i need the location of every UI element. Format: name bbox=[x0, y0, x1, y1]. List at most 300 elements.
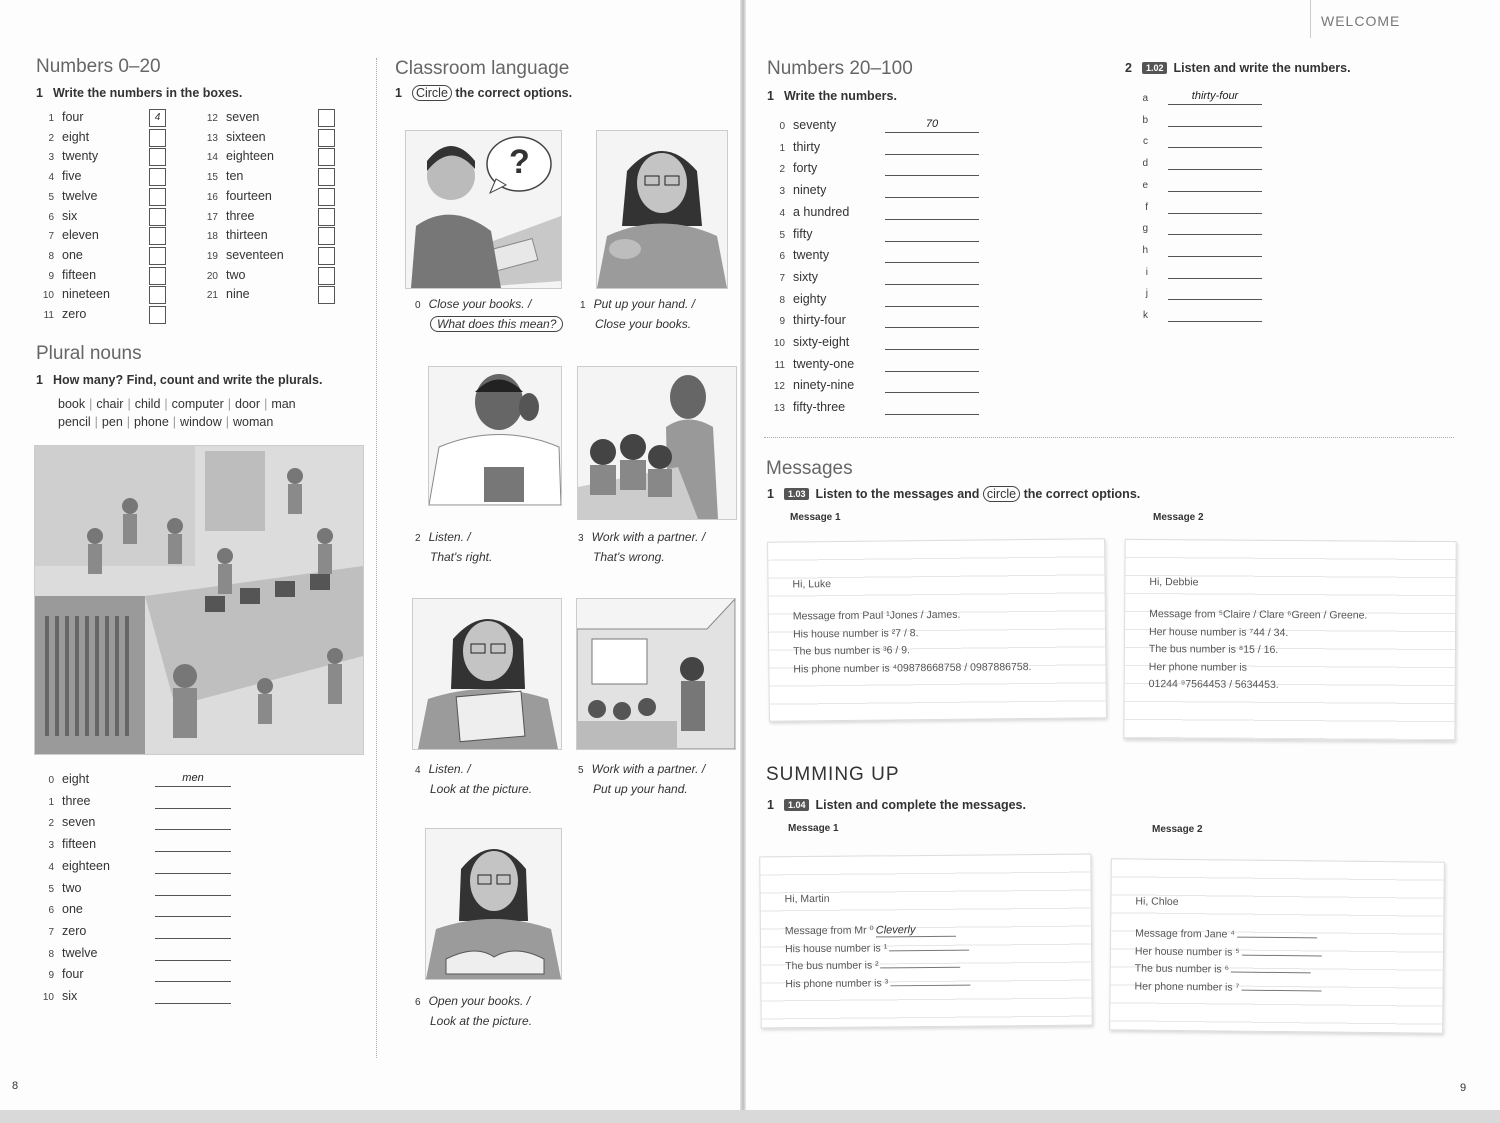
item-number: 1 bbox=[48, 796, 54, 808]
caption bbox=[578, 760, 705, 799]
item-number: 20 bbox=[206, 270, 218, 282]
message-line: The bus number is ⁸15 / 16. bbox=[1148, 643, 1279, 656]
caption-option-b[interactable]: Put up your hand. bbox=[593, 782, 688, 796]
item-word: nine bbox=[226, 287, 250, 302]
line-text: Message from Jane ⁴ bbox=[1135, 927, 1235, 941]
caption-option-b[interactable]: That's wrong. bbox=[593, 550, 665, 564]
word-option: woman bbox=[232, 415, 274, 429]
item-word: two bbox=[226, 267, 246, 282]
number-row bbox=[767, 138, 820, 157]
number-row bbox=[767, 225, 812, 244]
instruction-text: Write the numbers in the boxes. bbox=[52, 86, 243, 100]
answer-box[interactable] bbox=[149, 247, 166, 265]
instruction-number: 1 bbox=[395, 86, 402, 100]
answer-box[interactable] bbox=[318, 109, 335, 127]
picture-1-woman-hand bbox=[596, 130, 728, 289]
word-option: computer bbox=[171, 397, 224, 411]
item-number: 12 bbox=[773, 381, 785, 393]
item-word: fifteen bbox=[62, 837, 97, 852]
item-number: 3 bbox=[48, 840, 54, 852]
audio-icon: 1.02 bbox=[1142, 62, 1168, 74]
word-separator: | bbox=[227, 397, 232, 411]
message-line bbox=[785, 941, 969, 955]
answer-line[interactable] bbox=[155, 815, 231, 830]
plural-row bbox=[36, 835, 96, 854]
answer-box[interactable] bbox=[149, 129, 166, 147]
item-number: 9 bbox=[48, 270, 54, 282]
word-option: door bbox=[235, 397, 261, 411]
item-word: eighty bbox=[793, 291, 827, 306]
caption-option-a[interactable]: Work with a partner. / bbox=[591, 762, 706, 776]
answer-line[interactable] bbox=[1168, 264, 1262, 279]
answer-line[interactable] bbox=[885, 205, 979, 220]
number-row bbox=[200, 266, 245, 285]
item-number: 6 bbox=[48, 211, 54, 223]
item-number: 11 bbox=[774, 359, 785, 371]
caption-line-2 bbox=[578, 548, 705, 567]
answer-line[interactable] bbox=[885, 292, 979, 307]
item-word: six bbox=[62, 989, 78, 1003]
item-word: sixteen bbox=[226, 129, 266, 144]
summing-message-1-label: Message 1 bbox=[788, 823, 839, 834]
item-word: eighteen bbox=[226, 149, 274, 164]
answer-blank[interactable]: Cleverly bbox=[876, 924, 956, 938]
item-word: ninety-nine bbox=[793, 378, 855, 393]
answer-box[interactable] bbox=[318, 247, 335, 265]
instruction-text: Write the numbers. bbox=[783, 89, 897, 103]
answer-line[interactable] bbox=[885, 140, 979, 155]
number-row bbox=[767, 290, 826, 309]
answer-line[interactable] bbox=[155, 946, 231, 961]
audio-icon: 1.04 bbox=[784, 799, 810, 811]
answer-line[interactable]: thirty-four bbox=[1168, 90, 1262, 105]
caption-line-2 bbox=[578, 780, 705, 799]
instruction-text: How many? Find, count and write the plurals. bbox=[52, 373, 323, 387]
message-line: 01244 ⁹7564453 / 5634453. bbox=[1148, 678, 1279, 691]
caption-number: 2 bbox=[415, 533, 421, 544]
item-number: 6 bbox=[48, 905, 54, 917]
answer-line[interactable] bbox=[155, 794, 231, 809]
item-word: eighteen bbox=[62, 858, 110, 873]
item-word: five bbox=[62, 169, 82, 184]
item-word: zero bbox=[62, 307, 87, 321]
caption-line-1 bbox=[578, 528, 705, 548]
answer-line[interactable] bbox=[1168, 133, 1262, 148]
answer-line[interactable] bbox=[155, 967, 231, 982]
numbers-20-100-title: Numbers 20–100 bbox=[767, 58, 913, 79]
number-row bbox=[200, 108, 259, 127]
picture-4-woman-book bbox=[412, 598, 562, 750]
caption-number: 4 bbox=[415, 765, 421, 776]
word-option: phone bbox=[134, 415, 169, 429]
answer-box[interactable] bbox=[318, 188, 335, 206]
item-letter: b bbox=[1142, 114, 1148, 126]
item-number: 2 bbox=[779, 164, 785, 176]
answer-box[interactable] bbox=[318, 267, 335, 285]
answer-line[interactable] bbox=[885, 335, 979, 350]
item-number: 9 bbox=[48, 970, 54, 982]
item-number: 0 bbox=[48, 775, 54, 786]
item-number: 6 bbox=[779, 251, 785, 263]
number-row bbox=[767, 268, 818, 287]
item-letter: i bbox=[1145, 266, 1148, 278]
instruction-text-b: the correct options. bbox=[1023, 487, 1141, 501]
message-1-label: Message 1 bbox=[790, 512, 841, 523]
caption-option-b[interactable]: Close your books. bbox=[595, 317, 692, 331]
item-word: nineteen bbox=[62, 287, 110, 302]
caption-number: 5 bbox=[578, 765, 584, 776]
classroom-language-title: Classroom language bbox=[395, 58, 570, 79]
item-number: 11 bbox=[43, 310, 54, 321]
number-row bbox=[36, 246, 83, 265]
item-number: 8 bbox=[779, 294, 785, 306]
number-row bbox=[36, 147, 98, 166]
word-option: man bbox=[271, 397, 296, 411]
number-row bbox=[767, 116, 836, 135]
line-text: Her house number is ⁵ bbox=[1134, 945, 1240, 959]
caption-line-2 bbox=[580, 315, 695, 334]
message-2-greeting: Hi, Debbie bbox=[1149, 576, 1199, 589]
item-number: 10 bbox=[773, 338, 785, 349]
answer-line[interactable] bbox=[1168, 112, 1262, 127]
word-line-2 bbox=[58, 413, 296, 431]
item-word: eleven bbox=[62, 228, 99, 243]
numbers-0-20-title: Numbers 0–20 bbox=[36, 56, 161, 77]
word-separator: | bbox=[127, 397, 131, 411]
item-number: 5 bbox=[779, 229, 785, 241]
classroom-illustration bbox=[34, 445, 364, 755]
answer-line[interactable] bbox=[1168, 285, 1262, 300]
messages-title: Messages bbox=[766, 458, 853, 479]
item-word: sixty-eight bbox=[793, 335, 850, 349]
item-word: sixty bbox=[793, 269, 818, 284]
book-gutter bbox=[740, 0, 746, 1110]
number-row bbox=[200, 167, 243, 186]
item-number: 14 bbox=[206, 152, 218, 164]
answer-box[interactable] bbox=[149, 286, 166, 304]
caption bbox=[580, 295, 695, 334]
caption-line-2 bbox=[415, 315, 563, 334]
summing-message-2-greeting: Hi, Chloe bbox=[1135, 895, 1179, 908]
number-row bbox=[767, 181, 826, 200]
answer-blank[interactable] bbox=[1231, 972, 1311, 974]
caption-number: 6 bbox=[415, 997, 421, 1008]
answer-line[interactable] bbox=[155, 902, 231, 917]
caption bbox=[415, 760, 532, 799]
caption bbox=[415, 528, 492, 567]
answer-box[interactable] bbox=[149, 148, 166, 166]
message-2-note bbox=[1123, 539, 1456, 741]
line-text: His house number is ¹ bbox=[785, 941, 888, 955]
number-row bbox=[767, 333, 849, 352]
answer-line[interactable] bbox=[1168, 199, 1262, 214]
answer-box[interactable] bbox=[318, 286, 335, 304]
listen-row bbox=[1130, 240, 1156, 259]
caption bbox=[415, 295, 563, 334]
item-number: 3 bbox=[779, 186, 785, 198]
item-word: forty bbox=[793, 161, 818, 176]
item-number: 10 bbox=[42, 290, 54, 302]
caption-line-2 bbox=[415, 548, 492, 567]
item-number: 4 bbox=[779, 207, 785, 219]
plural-nouns-title: Plural nouns bbox=[36, 343, 142, 364]
answer-line[interactable] bbox=[1168, 242, 1262, 257]
answer-line[interactable] bbox=[885, 270, 979, 285]
plural-nouns-instruction bbox=[36, 373, 322, 387]
word-option: child bbox=[134, 397, 161, 411]
plural-row bbox=[36, 857, 110, 876]
answer-line[interactable]: men bbox=[155, 772, 231, 787]
answer-box[interactable] bbox=[149, 188, 166, 206]
answer-box[interactable] bbox=[149, 227, 166, 245]
item-word: two bbox=[62, 880, 82, 895]
listen-row bbox=[1130, 153, 1156, 172]
listen-row bbox=[1130, 197, 1156, 216]
item-letter: e bbox=[1142, 179, 1148, 191]
item-number: 18 bbox=[206, 231, 218, 243]
answer-box[interactable] bbox=[318, 168, 335, 186]
word-separator: | bbox=[172, 415, 177, 429]
number-row bbox=[36, 226, 99, 245]
item-word: seventy bbox=[793, 118, 837, 132]
numbers-20-100-instruction bbox=[767, 89, 897, 103]
message-line bbox=[1135, 945, 1322, 959]
picture-6-woman-reading bbox=[425, 828, 562, 980]
plural-row bbox=[36, 987, 77, 1006]
answer-line[interactable] bbox=[155, 924, 231, 939]
item-number: 1 bbox=[779, 142, 785, 154]
message-line: Message from Paul ¹Jones / James. bbox=[792, 608, 961, 623]
item-word: eight bbox=[62, 772, 90, 786]
answer-line[interactable] bbox=[155, 859, 231, 874]
caption-line-1 bbox=[578, 760, 705, 780]
section-divider bbox=[764, 437, 1454, 438]
item-letter: j bbox=[1145, 288, 1148, 300]
instruction-text: the correct options. bbox=[455, 86, 573, 100]
word-line-1 bbox=[58, 395, 296, 413]
item-number: 10 bbox=[42, 992, 54, 1003]
item-number: 16 bbox=[206, 191, 218, 203]
classroom-language-instruction bbox=[395, 86, 572, 100]
caption-option-a[interactable]: Listen. / bbox=[428, 530, 471, 544]
answer-box[interactable]: 4 bbox=[149, 109, 166, 127]
item-letter: k bbox=[1143, 310, 1148, 321]
picture-0-boy-reading bbox=[405, 130, 562, 289]
item-letter: h bbox=[1142, 244, 1148, 256]
line-text: Message from Mr ⁰ bbox=[784, 924, 874, 938]
instruction-number: 1 bbox=[36, 86, 43, 100]
answer-blank[interactable] bbox=[1242, 954, 1322, 956]
item-number: 21 bbox=[206, 290, 218, 302]
answer-line[interactable] bbox=[1168, 155, 1262, 170]
instruction-number: 2 bbox=[1125, 61, 1132, 75]
answer-blank[interactable] bbox=[1241, 989, 1321, 991]
instruction-number: 1 bbox=[767, 89, 774, 103]
number-row bbox=[767, 203, 849, 222]
number-row bbox=[200, 128, 266, 147]
answer-box[interactable] bbox=[318, 148, 335, 166]
message-line: Her house number is ⁷44 / 34. bbox=[1149, 625, 1289, 639]
answer-line[interactable] bbox=[885, 313, 979, 328]
item-word: ninety bbox=[793, 183, 827, 198]
summing-up-instruction bbox=[767, 798, 1026, 812]
answer-box[interactable] bbox=[149, 306, 166, 324]
listen-row bbox=[1130, 305, 1156, 324]
word-option: pen bbox=[101, 415, 123, 429]
item-word: seventeen bbox=[226, 247, 284, 262]
caption bbox=[415, 992, 532, 1031]
plural-row bbox=[36, 965, 84, 984]
summing-up-title: SUMMING UP bbox=[766, 764, 900, 785]
number-row bbox=[36, 187, 97, 206]
item-word: a hundred bbox=[793, 204, 850, 219]
item-word: three bbox=[62, 793, 91, 808]
caption-number: 0 bbox=[415, 300, 421, 311]
listen-row bbox=[1130, 262, 1156, 281]
answer-line[interactable] bbox=[1168, 177, 1262, 192]
summing-message-1-note bbox=[759, 854, 1092, 1029]
listen-write-instruction bbox=[1125, 61, 1351, 75]
question-bubble: ? bbox=[509, 143, 530, 181]
item-word: thirty bbox=[793, 139, 821, 154]
listen-row bbox=[1130, 283, 1156, 302]
instruction-text: Listen and write the numbers. bbox=[1173, 61, 1351, 75]
number-row bbox=[767, 159, 817, 178]
answer-box[interactable] bbox=[318, 208, 335, 226]
answer-box[interactable] bbox=[149, 267, 166, 285]
item-word: twelve bbox=[62, 188, 98, 203]
caption-line-2 bbox=[415, 780, 532, 799]
item-number: 9 bbox=[779, 316, 785, 328]
caption-option-a[interactable]: Close your books. / bbox=[428, 297, 532, 311]
answer-line[interactable] bbox=[155, 881, 231, 896]
message-2-label: Message 2 bbox=[1153, 512, 1204, 523]
answer-blank[interactable] bbox=[881, 967, 961, 969]
caption-line-1 bbox=[415, 295, 563, 315]
answer-blank[interactable] bbox=[1237, 937, 1317, 939]
numbers-0-20-instruction bbox=[36, 86, 242, 100]
answer-line[interactable]: 70 bbox=[885, 118, 979, 133]
message-line: His phone number is ⁴09878668758 / 0987886758. bbox=[793, 660, 1032, 676]
message-line bbox=[785, 976, 970, 990]
answer-blank[interactable] bbox=[889, 949, 969, 951]
line-text: The bus number is ² bbox=[785, 959, 879, 973]
answer-blank[interactable] bbox=[890, 984, 970, 986]
answer-line[interactable] bbox=[155, 989, 231, 1004]
caption-option-a[interactable]: Work with a partner. / bbox=[591, 530, 706, 544]
item-number: 5 bbox=[48, 191, 54, 203]
number-row bbox=[200, 207, 255, 226]
answer-line[interactable] bbox=[1168, 220, 1262, 235]
item-number: 8 bbox=[48, 948, 54, 960]
answer-line[interactable] bbox=[885, 161, 979, 176]
item-word: four bbox=[62, 967, 84, 982]
answer-line[interactable] bbox=[885, 400, 979, 415]
item-word: thirty-four bbox=[793, 313, 846, 328]
item-word: fifty-three bbox=[793, 400, 846, 415]
instruction-text: Listen and complete the messages. bbox=[815, 798, 1026, 812]
answer-line[interactable] bbox=[885, 227, 979, 242]
summing-message-2-note bbox=[1109, 858, 1445, 1033]
listen-row bbox=[1130, 131, 1156, 150]
number-row bbox=[200, 285, 250, 304]
item-word: zero bbox=[62, 923, 87, 938]
column-divider bbox=[376, 58, 377, 1058]
answer-line[interactable] bbox=[885, 248, 979, 263]
answer-line[interactable] bbox=[885, 357, 979, 372]
number-row bbox=[36, 108, 84, 127]
item-word: one bbox=[62, 902, 83, 917]
item-word: fourteen bbox=[226, 188, 272, 203]
caption-option-a[interactable]: Put up your hand. / bbox=[593, 297, 695, 311]
number-row bbox=[767, 246, 829, 265]
caption-line-1 bbox=[415, 760, 532, 780]
word-separator: | bbox=[89, 397, 93, 411]
listen-row bbox=[1130, 110, 1156, 129]
message-line: His house number is ²7 / 8. bbox=[792, 626, 919, 641]
number-row bbox=[200, 246, 284, 265]
caption-line-1 bbox=[580, 295, 695, 315]
number-row bbox=[36, 285, 110, 304]
item-number: 0 bbox=[779, 121, 785, 132]
caption-option-b[interactable]: Look at the picture. bbox=[430, 1014, 533, 1028]
answer-line[interactable] bbox=[1168, 307, 1262, 322]
answer-line[interactable] bbox=[885, 378, 979, 393]
answer-line[interactable] bbox=[885, 183, 979, 198]
number-row bbox=[767, 355, 854, 374]
caption-option-a[interactable]: Listen. / bbox=[428, 762, 471, 776]
caption-option-b[interactable]: What does this mean? bbox=[430, 316, 563, 332]
caption-option-b[interactable]: That's right. bbox=[430, 550, 493, 564]
instruction-number: 1 bbox=[767, 487, 774, 501]
item-word: twelve bbox=[62, 945, 98, 960]
answer-box[interactable] bbox=[149, 168, 166, 186]
message-line bbox=[1135, 928, 1317, 942]
word-separator: | bbox=[126, 415, 131, 429]
answer-box[interactable] bbox=[318, 227, 335, 245]
item-word: fifteen bbox=[62, 267, 97, 282]
item-number: 2 bbox=[48, 132, 54, 144]
item-number: 13 bbox=[206, 132, 218, 144]
answer-line[interactable] bbox=[155, 837, 231, 852]
number-row bbox=[200, 226, 268, 245]
plural-row bbox=[36, 770, 89, 789]
caption-option-b[interactable]: Look at the picture. bbox=[430, 782, 533, 796]
caption-line-2 bbox=[415, 1012, 532, 1031]
item-number: 1 bbox=[48, 113, 54, 124]
picture-5-classroom-hand bbox=[576, 598, 736, 750]
page-number-right: 9 bbox=[1460, 1082, 1467, 1094]
item-number: 2 bbox=[48, 818, 54, 830]
item-letter: d bbox=[1142, 158, 1148, 170]
item-number: 4 bbox=[48, 861, 54, 873]
item-number: 12 bbox=[206, 113, 218, 124]
instruction-number: 1 bbox=[767, 798, 774, 812]
answer-box[interactable] bbox=[149, 208, 166, 226]
word-separator: | bbox=[225, 415, 229, 429]
number-row bbox=[36, 305, 86, 324]
audio-icon: 1.03 bbox=[784, 488, 810, 500]
caption-option-a[interactable]: Open your books. / bbox=[428, 994, 530, 1008]
line-text: His phone number is ³ bbox=[785, 976, 889, 990]
item-word: ten bbox=[226, 169, 244, 184]
answer-box[interactable] bbox=[318, 129, 335, 147]
item-word: twenty bbox=[62, 149, 99, 164]
message-line bbox=[1135, 963, 1311, 977]
item-word: three bbox=[226, 208, 255, 223]
number-row bbox=[36, 266, 96, 285]
item-letter: a bbox=[1142, 93, 1148, 104]
